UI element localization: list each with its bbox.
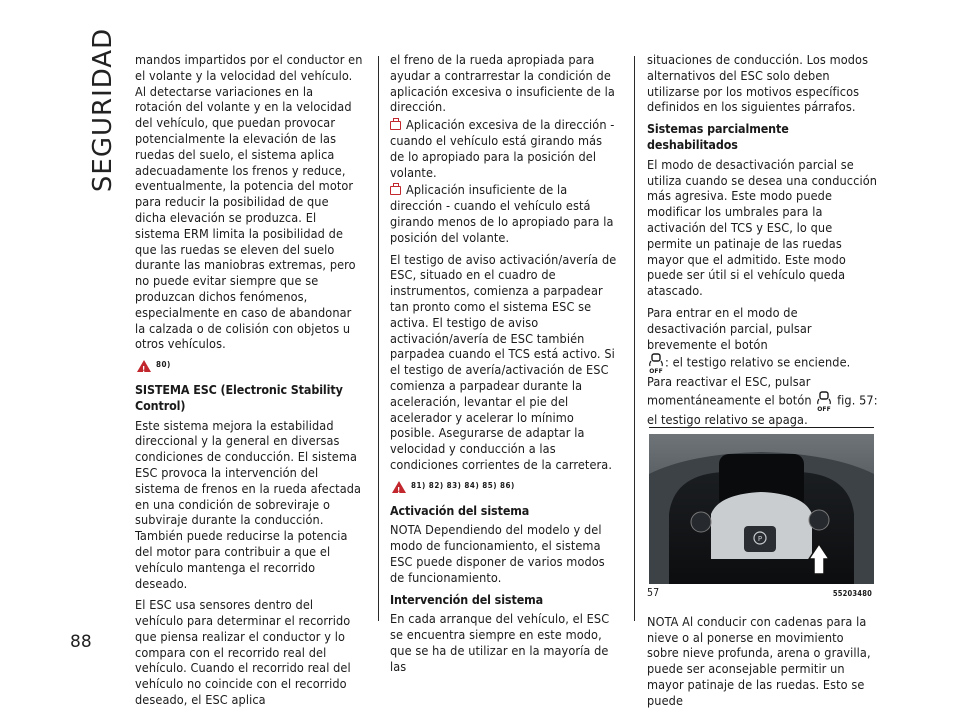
icon-off-label: OFF (649, 368, 663, 375)
esc-off-icon (815, 390, 833, 412)
figure-caption (647, 586, 872, 602)
bullet-text: Aplicación excesiva de la dirección - cuando el vehículo está girando más de lo apropiado para la posición del volante. (390, 117, 615, 180)
column-1 (135, 52, 363, 714)
heading-partial: Sistemas parcialmente deshabilitados (647, 121, 789, 152)
warning-ref[interactable] (137, 358, 363, 374)
heading-activation: Activación del sistema (390, 502, 530, 518)
console-photo (649, 434, 874, 584)
icon-off-label: OFF (817, 406, 832, 413)
paragraph: situaciones de conducción. Los modos alternativos del ESC solo deben utilizarse por los motivos específicos definidos en los siguientes párrafos. (647, 52, 869, 115)
column-divider-1 (378, 56, 379, 621)
paragraph: En cada arranque del vehículo, el ESC se encuentra siempre en este modo, que se ha de utilizar en la mayoría de las (390, 611, 610, 674)
warning-ref[interactable] (392, 479, 618, 495)
text: Para reactivar el ESC, pulsar momentáneamente el botón (647, 374, 812, 408)
warning-ref-numbers: 80) (156, 360, 171, 370)
paragraph: el freno de la rueda apropiada para ayudar a contrarrestar la condición de aplicación excesiva o insuficiente de la dirección. (390, 52, 615, 115)
paragraph: El testigo de aviso activación/avería de ESC, situado en el cuadro de instrumentos, comienza a parpadear tan pronto como el sistema ESC se activa. El testigo de aviso activación/avería de ESC también parpadea cuando el TCS está activo. Si el testigo de avería/activación de ESC comienza a parpadear durante la aceleración, levantar el pie del acelerador y acelerar lo mínimo posible. Asegurarse de adaptar la velocidad y conducción a las condiciones corrientes de la carretera. (390, 251, 617, 472)
svg-text:P: P (757, 534, 763, 543)
warning-triangle-icon (392, 481, 406, 493)
heading-intervention: Intervención del sistema (390, 591, 544, 607)
section-title (83, 27, 123, 193)
paragraph: Este sistema mejora la estabilidad direccional y la general en diversas condiciones de conducción. El sistema ESC provoca la intervención del sistema de frenos en la rueda afectada en una condición de sobreviraje o subviraje durante la conducción. También puede reducirse la potencia del motor para contribuir a que el vehículo mantenga el recorrido deseado. (135, 417, 362, 591)
text: Para entrar en el modo de desactivación parcial, pulsar brevemente el botón (647, 304, 812, 352)
esc-off-icon (647, 352, 665, 374)
warning-ref-numbers: 81) 82) 83) 84) 85) 86) (411, 480, 515, 490)
figure-number: 57 (647, 586, 660, 599)
column-2 (390, 52, 618, 680)
figure-top-rule (649, 427, 874, 428)
figure-code: 55203480 (832, 588, 872, 598)
paragraph: El ESC usa sensores dentro del vehículo para determinar el recorrido que piensa realizar el conductor y lo compara con el recorrido real del vehículo. Cuando el recorrido real del vehículo no coincide con el recorrido deseado, el ESC aplica (135, 597, 351, 708)
heading-esc: SISTEMA ESC (Electronic Stability Control) (135, 381, 343, 413)
page-number: 88 (70, 632, 92, 652)
text: fig. 57: el testigo relativo se apaga. (647, 392, 878, 428)
section-title-text: SEGURIDAD (88, 27, 118, 193)
bullet-item (390, 182, 618, 245)
paragraph: NOTA Al conducir con cadenas para la nieve o al ponerse en movimiento sobre nieve profunda, arena o gravilla, puede ser aconsejable permitir un mayor patinaje de las ruedas. Esto se puede (647, 613, 871, 708)
paragraph: El modo de desactivación parcial se utiliza cuando se desea una conducción más agresiva. Este modo puede modificar los umbrales para la activación del TCS y ESC, lo que permite un patinaje de las ruedas mayor que el admitido. Este modo puede ser útil si el vehículo queda atascado. (647, 156, 878, 299)
column-divider-2 (634, 56, 635, 621)
car-bullet-icon (390, 121, 401, 130)
warning-triangle-icon (137, 360, 151, 372)
paragraph: mandos impartidos por el conductor en el volante y la velocidad del vehículo. Al detectarse variaciones en la rotación del volante y en la velocidad del vehículo, que puedan provocar potencialmente la elevación de las ruedas del suelo, el sistema aplica adecuadamente los frenos y reduce, eventualmente, la potencia del motor para reducir la posibilidad de que dicha elevación se produzca. El sistema ERM limita la posibilidad de que las ruedas se eleven del suelo durante las maniobras extremas, pero no puede evitar siempre que se produzcan dichos fenómenos, especialmente en caso de abandonar la calzada o de colisión con objetos u otros vehículos. (135, 52, 363, 352)
column-3 (647, 52, 879, 715)
car-bullet-icon (390, 186, 401, 195)
bullet-text: Aplicación insuficiente de la dirección - cuando el vehículo está girando menos de lo apropiado para la posición del volante. (390, 182, 614, 245)
text: : el testigo relativo se enciende. (665, 354, 851, 370)
figure-57 (649, 434, 874, 584)
paragraph-esc-button (647, 305, 879, 428)
bullet-item (390, 117, 618, 180)
paragraph: NOTA Dependiendo del modelo y del modo de funcionamiento, el sistema ESC puede disponer de varios modos de funcionamiento. (390, 522, 605, 585)
